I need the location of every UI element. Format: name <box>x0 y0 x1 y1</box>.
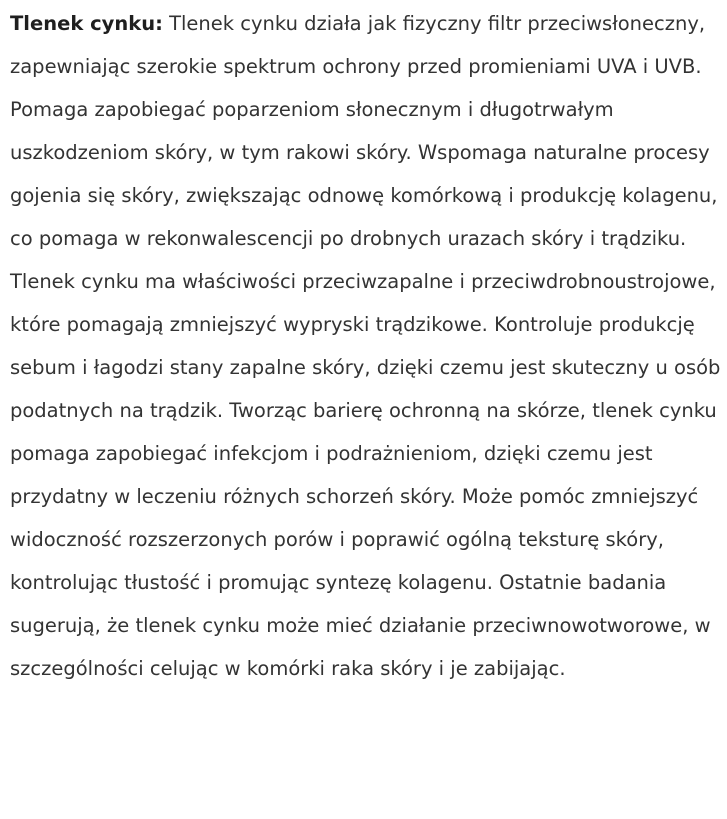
ingredient-paragraph <box>10 2 723 690</box>
ingredient-heading: Tlenek cynku: <box>10 12 163 35</box>
ingredient-description: Tlenek cynku działa jak fizyczny filtr przeciwsłoneczny, zapewniając szerokie spektrum ochrony przed promieniami UVA i UVB. Pomaga zapobiegać poparzeniom słonecznym i długotrwałym uszkodzeniom skóry, w tym rakowi skóry. Wspomaga naturalne procesy gojenia się skóry, zwiększając odnowę komórkową i produkcję kolagenu, co pomaga w rekonwalescencji po drobnych urazach skóry i trądziku. Tlenek cynku ma właściwości przeciwzapalne i przeciwdrobnoustrojowe, które pomagają zmniejszyć wypryski trądzikowe. Kontroluje produkcję sebum i łagodzi stany zapalne skóry, dzięki czemu jest skuteczny u osób podatnych na trądzik. Tworząc barierę ochronną na skórze, tlenek cynku pomaga zapobiegać infekcjom i podrażnieniom, dzięki czemu jest przydatny w leczeniu różnych schorzeń skóry. Może pomóc zmniejszyć widoczność rozszerzonych porów i poprawić ogólną teksturę skóry, kontrolując tłustość i promując syntezę kolagenu. Ostatnie badania sugerują, że tlenek cynku może mieć działanie przeciwnowotworowe, w szczególności celując w komórki raka skóry i je zabijając. <box>10 12 721 680</box>
